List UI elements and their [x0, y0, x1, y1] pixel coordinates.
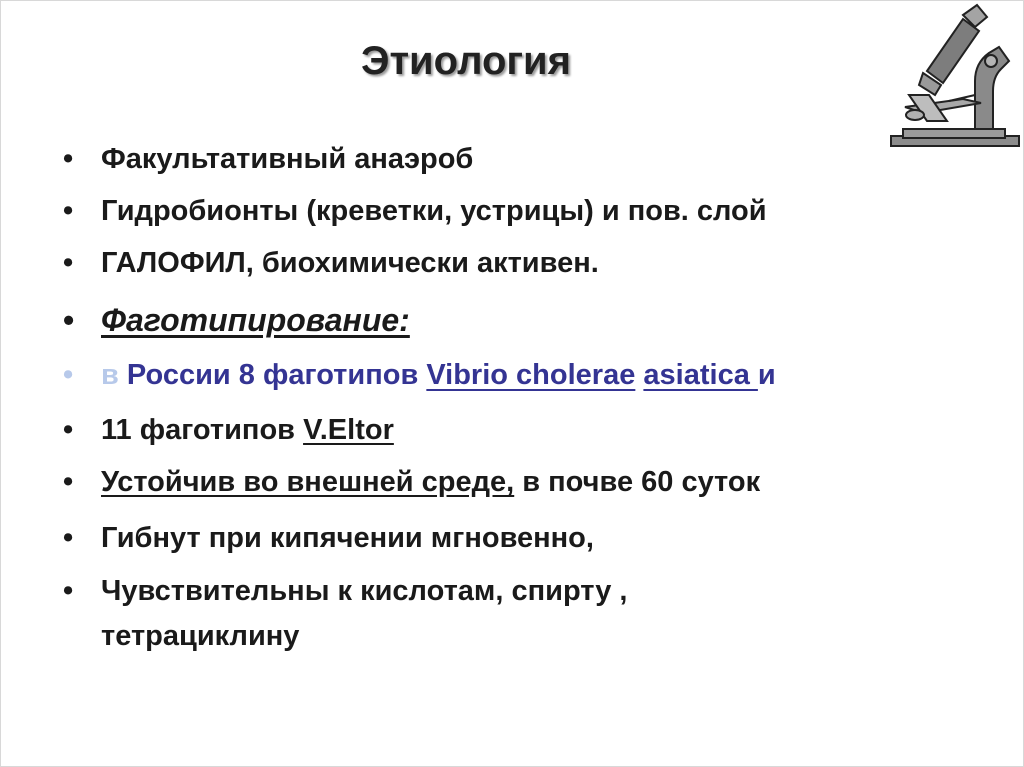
slide-title: Этиология	[361, 39, 571, 83]
microscope-icon	[889, 3, 1021, 149]
bullet-dot: •	[63, 359, 74, 391]
bullet-dot: •	[63, 195, 74, 227]
bullet-dot: •	[63, 522, 74, 554]
slide: Этиология • Факультативный анаэроб • Гидробионты (креветки, устрицы) и пов. слой • ГАЛОФИЛ, биохимически активен. • Фаготипирование: • в России 8 фаготипов Vibrio cholerae asiatica и • 11 фаготипов V.Eltor • Устойчив во внешней среде, в почве 60 суток • Гибнут при кипячении мгновенно, • Чувствительны к кислотам, спирту , тетрациклину	[0, 0, 1024, 767]
phage-typing-heading: Фаготипирование:	[101, 302, 410, 338]
vibrio-cholerae-link[interactable]: Vibrio cholerae	[426, 359, 636, 391]
bullet-dot: •	[63, 143, 74, 175]
bullet-dot: •	[63, 414, 74, 446]
bullet-dot: •	[63, 247, 74, 279]
v-eltor-term: V.Eltor	[303, 414, 394, 446]
asiatica-link[interactable]: asiatica	[643, 359, 758, 391]
bullet-dot: •	[63, 302, 75, 338]
bullet-dot: •	[63, 466, 74, 498]
resistance-phrase: Устойчив во внешней среде,	[101, 466, 515, 498]
bullet-dot: •	[63, 575, 74, 607]
